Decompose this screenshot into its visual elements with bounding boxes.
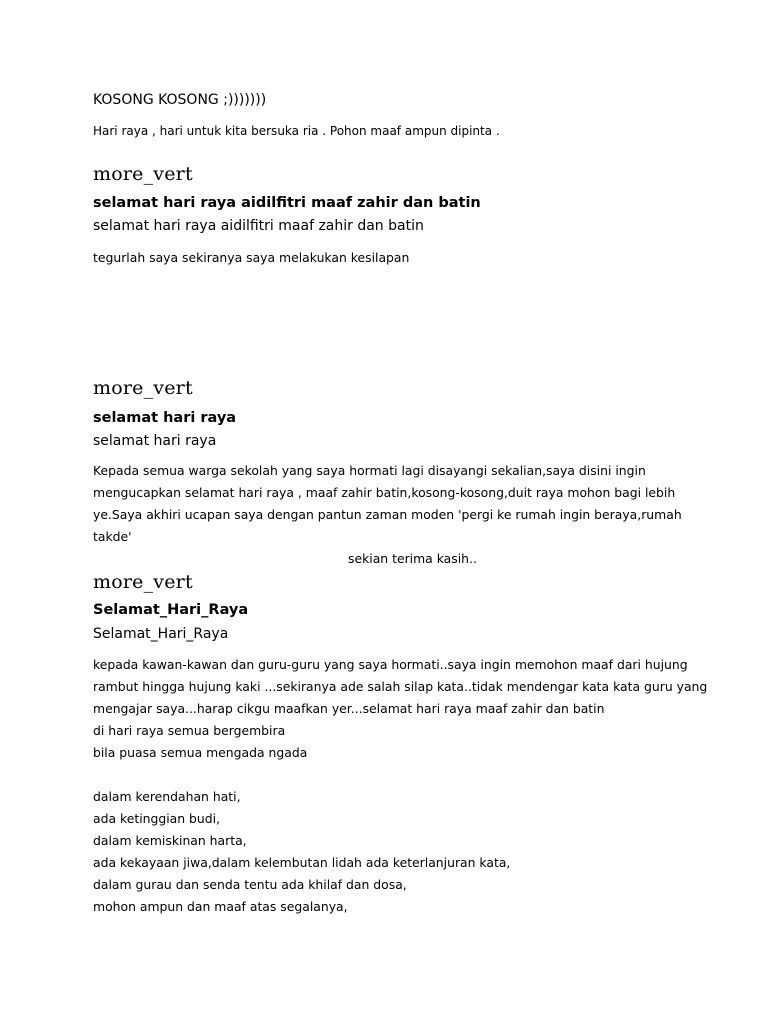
entry-subtitle: selamat hari raya aidilfitri maaf zahir dan batin — [93, 218, 424, 234]
body-line: kepada kawan-kawan dan guru-guru yang saya hormati..saya ingin memohon maaf dari hujung — [93, 657, 688, 672]
more-vert-icon[interactable]: more_vert — [93, 377, 193, 399]
body-line: mengajar saya...harap cikgu maafkan yer...selamat hari raya maaf zahir dan batin — [93, 701, 605, 716]
body-line: rambut hingga hujung kaki ...sekiranya ade salah silap kata..tidak mendengar kata kata guru yang — [93, 679, 708, 694]
entry-subtitle: selamat hari raya — [93, 433, 217, 449]
body-line: Kepada semua warga sekolah yang saya hormati lagi disayangi sekalian,saya disini ingin — [93, 463, 646, 478]
entry-title: Selamat_Hari_Raya — [93, 602, 249, 618]
body-line: bila puasa semua mengada ngada — [93, 745, 308, 760]
more-vert-icon[interactable]: more_vert — [93, 571, 193, 593]
body-line: mohon ampun dan maaf atas segalanya, — [93, 899, 348, 914]
body-line: dalam kemiskinan harta, — [93, 833, 247, 848]
more-vert-icon[interactable]: more_vert — [93, 163, 193, 185]
intro-text: Hari raya , hari untuk kita bersuka ria . Pohon maaf ampun dipinta . — [93, 124, 500, 138]
body-line: di hari raya semua bergembira — [93, 723, 286, 738]
body-line: dalam gurau dan senda tentu ada khilaf dan dosa, — [93, 877, 407, 892]
body-line: mengucapkan selamat hari raya , maaf zahir batin,kosong-kosong,duit raya mohon bagi lebih — [93, 485, 676, 500]
entry-body — [93, 460, 693, 570]
body-line: takde' — [93, 529, 132, 544]
body-line — [93, 764, 693, 786]
entry-body — [93, 247, 693, 269]
entry-title: selamat hari raya — [93, 410, 237, 426]
closing-line: sekian terima kasih.. — [348, 551, 477, 566]
body-line: ada kekayaan jiwa,dalam kelembutan lidah ada keterlanjuran kata, — [93, 855, 511, 870]
body-line: dalam kerendahan hati, — [93, 789, 241, 804]
page-title: KOSONG KOSONG ;))))))) — [93, 92, 267, 108]
body-line: ye.Saya akhiri ucapan saya dengan pantun zaman moden 'pergi ke rumah ingin beraya,rumah — [93, 507, 682, 522]
body-line: tegurlah saya sekiranya saya melakukan kesilapan — [93, 250, 410, 265]
entry-subtitle: Selamat_Hari_Raya — [93, 626, 229, 642]
body-line: ada ketinggian budi, — [93, 811, 221, 826]
entry-title: selamat hari raya aidilfitri maaf zahir dan batin — [93, 195, 481, 211]
entry-body — [93, 654, 708, 918]
